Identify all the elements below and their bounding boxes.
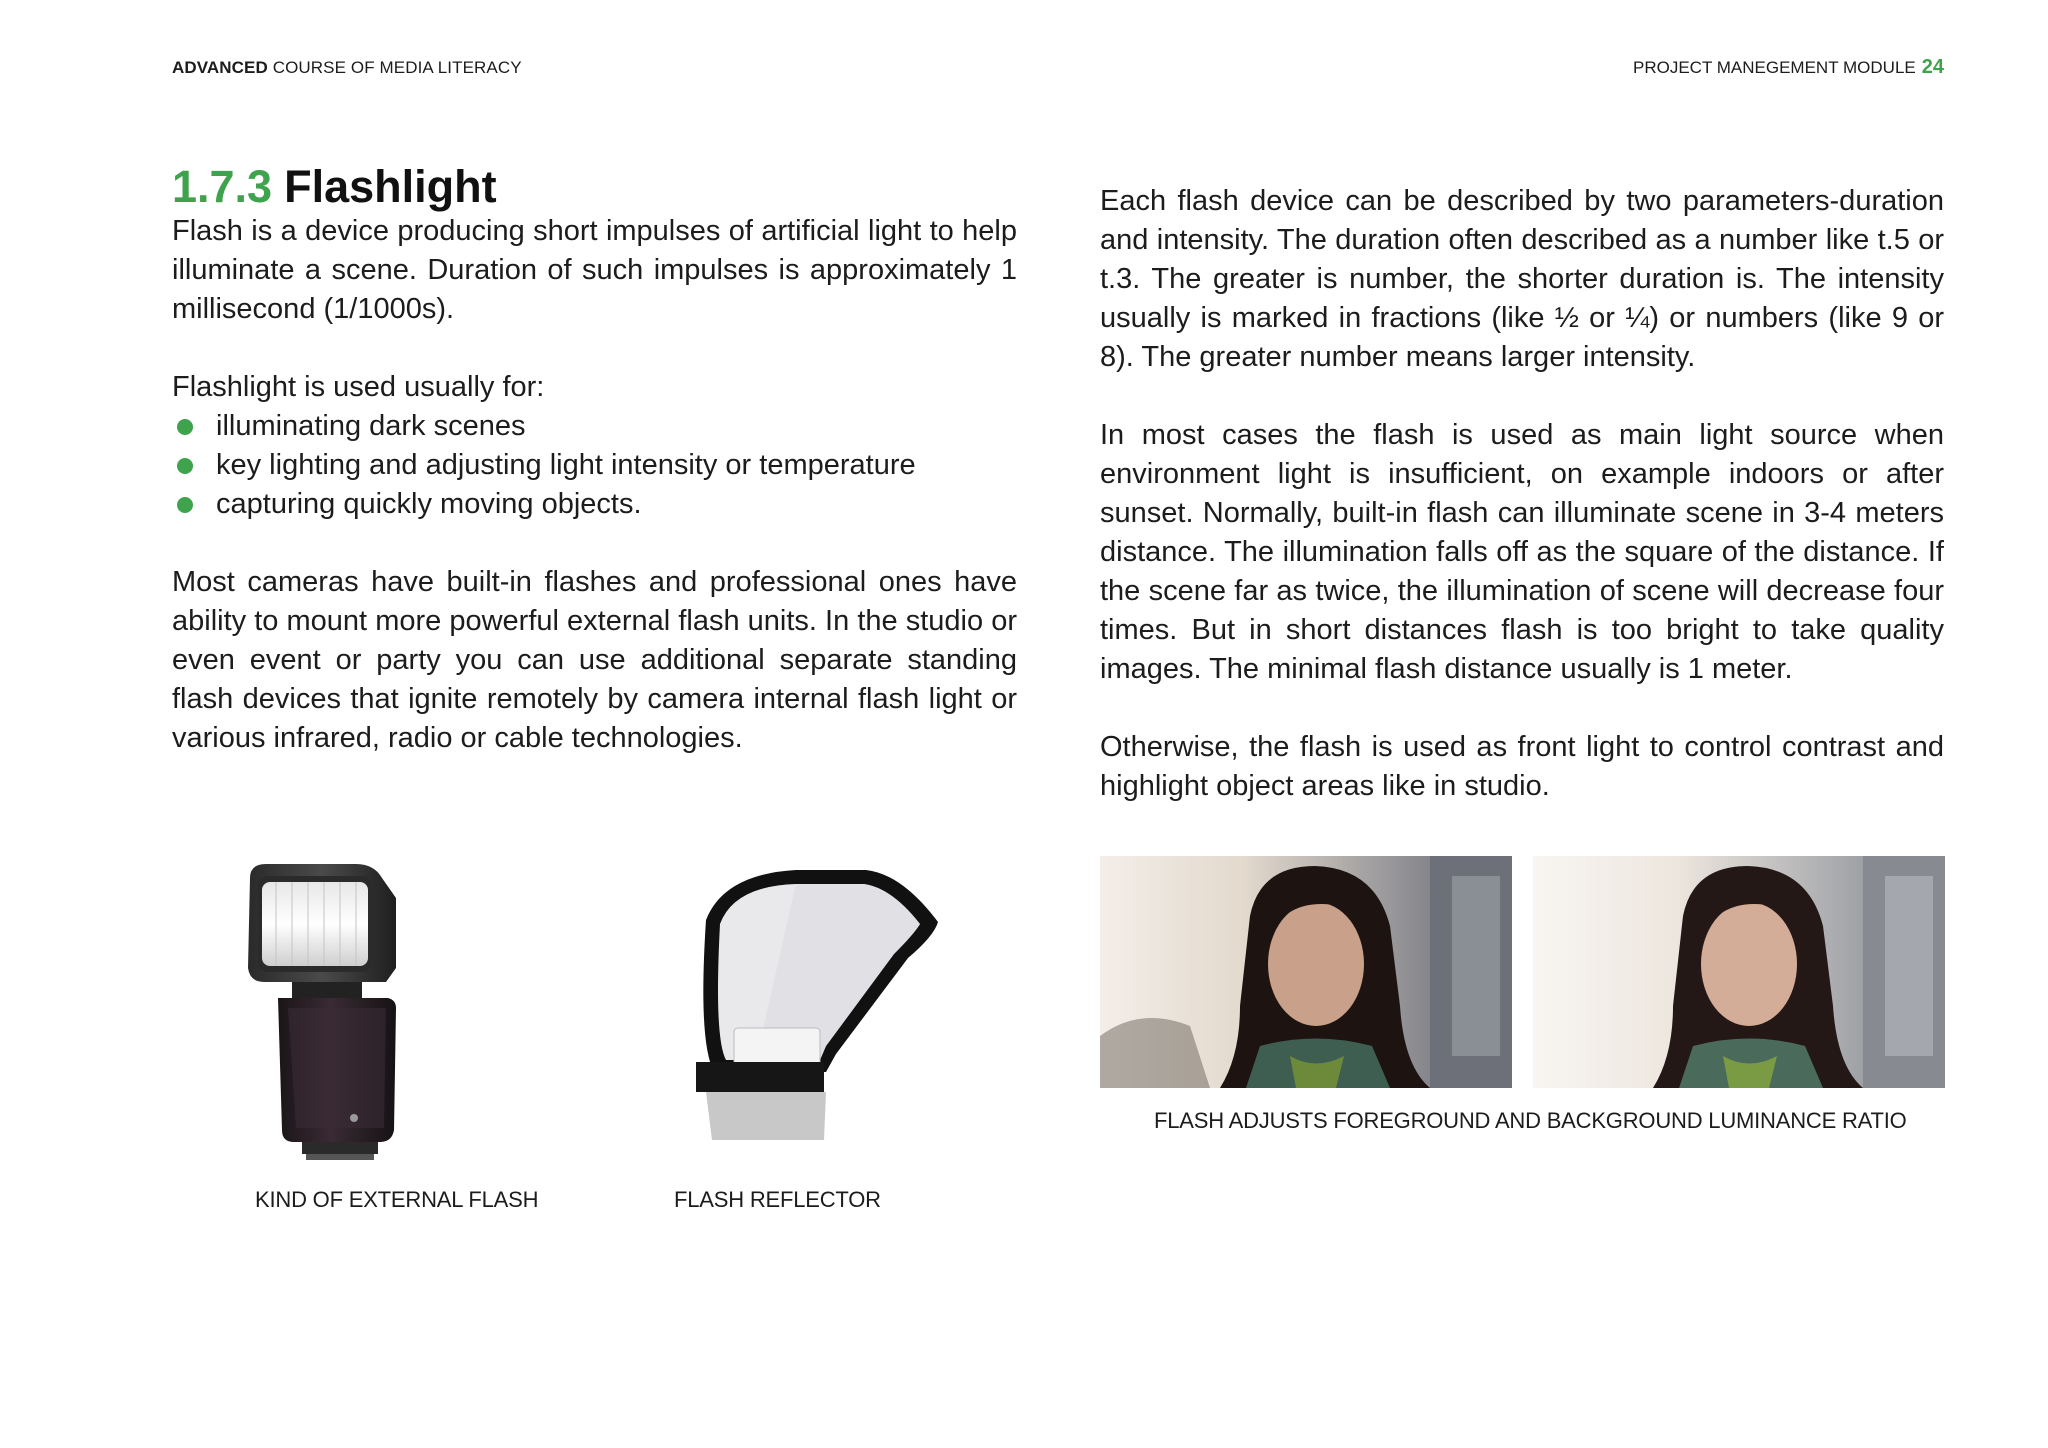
luminance-ratio-caption: FLASH ADJUSTS FOREGROUND AND BACKGROUND LUMINANCE RATIO [1154,1108,1907,1133]
section-heading: Flashlight [284,161,497,212]
flash-reflector-image [676,862,946,1144]
page-number: 24 [1921,56,1944,78]
uses-list [172,407,1017,524]
intro-paragraph: Flash is a device producing short impulses of artificial light to help illuminate a scene. Duration of such impulses is approximately 1 millisecond (1/1000s). [172,215,1017,325]
header-module-name: PROJECT MANEGEMENT MODULE [1633,58,1916,77]
right-column [1100,182,1944,806]
list-item-text: capturing quickly moving objects. [216,488,642,520]
flash-reflector-caption: FLASH REFLECTOR [674,1187,881,1212]
parameters-paragraph: Each flash device can be described by two parameters-duration and intensity. The duration often described as a number like t.5 or t.3. The greater is number, the shorter duration is. The intensity usually is marked in fractions (like ½ or ¼) or numbers (like 9 or 8). The greater number means larger intensity. [1100,185,1944,373]
list-item [172,485,1017,524]
uses-intro: Flashlight is used usually for: [172,371,545,403]
section-number: 1.7.3 [172,161,273,212]
list-item [172,446,1017,485]
front-light-paragraph: Otherwise, the flash is used as front light to control contrast and highlight object areas like in studio. [1100,731,1944,802]
list-item-text: illuminating dark scenes [216,410,526,442]
list-item [172,407,1017,446]
bullet-dot [177,419,193,435]
cameras-paragraph: Most cameras have built-in flashes and professional ones have ability to mount more powerful external flash units. In the studio or even event or party you can use additional separate standing flash devices that ignite remotely by camera internal flash light or various infrared, radio or cable technologies. [172,566,1017,754]
bullet-dot [177,458,193,474]
main-light-paragraph: In most cases the flash is used as main light source when environment light is insufficient, on example indoors or after sunset. Normally, built-in flash can illuminate scene in 3-4 meters distance. The illumination falls off as the square of the distance. If the scene far as twice, the illumination of scene will decrease four times. But in short distances flash is too bright to take quality images. The minimal flash distance usually is 1 meter. [1100,419,1944,685]
running-header-right [1633,56,1944,79]
portrait-with-flash [1533,856,1945,1088]
external-flash-image [236,858,466,1164]
external-flash-caption: KIND OF EXTERNAL FLASH [255,1187,539,1212]
header-course-level: ADVANCED [172,58,268,77]
header-course-name: COURSE OF MEDIA LITERACY [272,58,522,77]
list-item-text: key lighting and adjusting light intensity or temperature [216,449,916,481]
left-column [172,162,1017,758]
section-title [172,162,1017,212]
bullet-dot [177,497,193,513]
running-header-left [172,58,522,78]
portrait-without-flash [1100,856,1512,1088]
